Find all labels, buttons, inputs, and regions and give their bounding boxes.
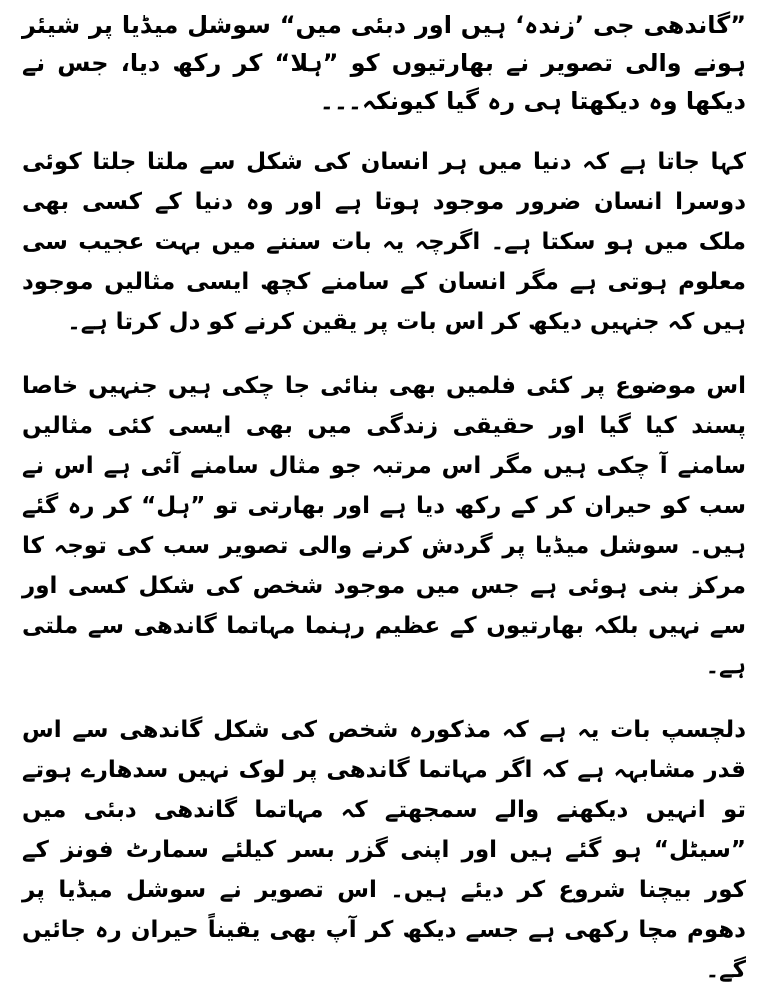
article-paragraph: اس موضوع پر کئی فلمیں بھی بنائی جا چکی ہیں جنہیں خاصا پسند کیا گیا اور حقیقی زندگی میں بھی ایسی کئی مثالیں سامنے آ چکی ہیں مگر اس مرتبہ جو مثال سامنے آئی ہے اس نے سب کو حیران کر کے رکھ دیا ہے اور بھارتی تو ”ہل“ کر رہ گئے ہیں۔ سوشل میڈیا پر گردش کرنے والی تصویر سب کی توجہ کا مرکز بنی ہوئی ہے جس میں موجود شخص کی شکل کسی اور سے نہیں بلکہ بھارتیوں کے عظیم رہنما مہاتما گاندھی سے ملتی ہے۔ <box>22 373 746 679</box>
article-paragraph: دلچسپ بات یہ ہے کہ مذکورہ شخص کی شکل گاندھی سے اس قدر مشابہہ ہے کہ اگر مہاتما گاندھی پر لوک نہیں سدھارے ہوتے تو انہیں دیکھنے والے سمجھتے کہ مہاتما گاندھی دبئی میں ”سیٹل“ ہو گئے ہیں اور اپنی گزر بسر کیلئے سمارٹ فونز کے کور بیچنا شروع کر دیئے ہیں۔ اس تصویر نے سوشل میڈیا پر دھوم مچا رکھی ہے جسے دیکھ کر آپ بھی یقیناً حیران رہ جائیں گے۔ <box>22 717 746 983</box>
article-headline: ”گاندھی جی ’زندہ‘ ہیں اور دبئی میں“ سوشل میڈیا پر شیئر ہونے والی تصویر نے بھارتیوں کو ”ہلا“ کر رکھ دیا، جس نے دیکھا وہ دیکھتا ہی رہ گیا کیونکہ۔۔۔ <box>22 11 746 115</box>
article-paragraph: کہا جاتا ہے کہ دنیا میں ہر انسان کی شکل سے ملتا جلتا کوئی دوسرا انسان ضرور موجود ہوتا ہے اور وہ دنیا کے کسی بھی ملک میں ہو سکتا ہے۔ اگرچہ یہ بات سننے میں بہت عجیب سی معلوم ہوتی ہے مگر انسان کے سامنے کچھ ایسی مثالیں موجود ہیں کہ جنہیں دیکھ کر اس بات پر یقین کرنے کو دل کرتا ہے۔ <box>22 149 746 335</box>
article <box>22 6 746 990</box>
